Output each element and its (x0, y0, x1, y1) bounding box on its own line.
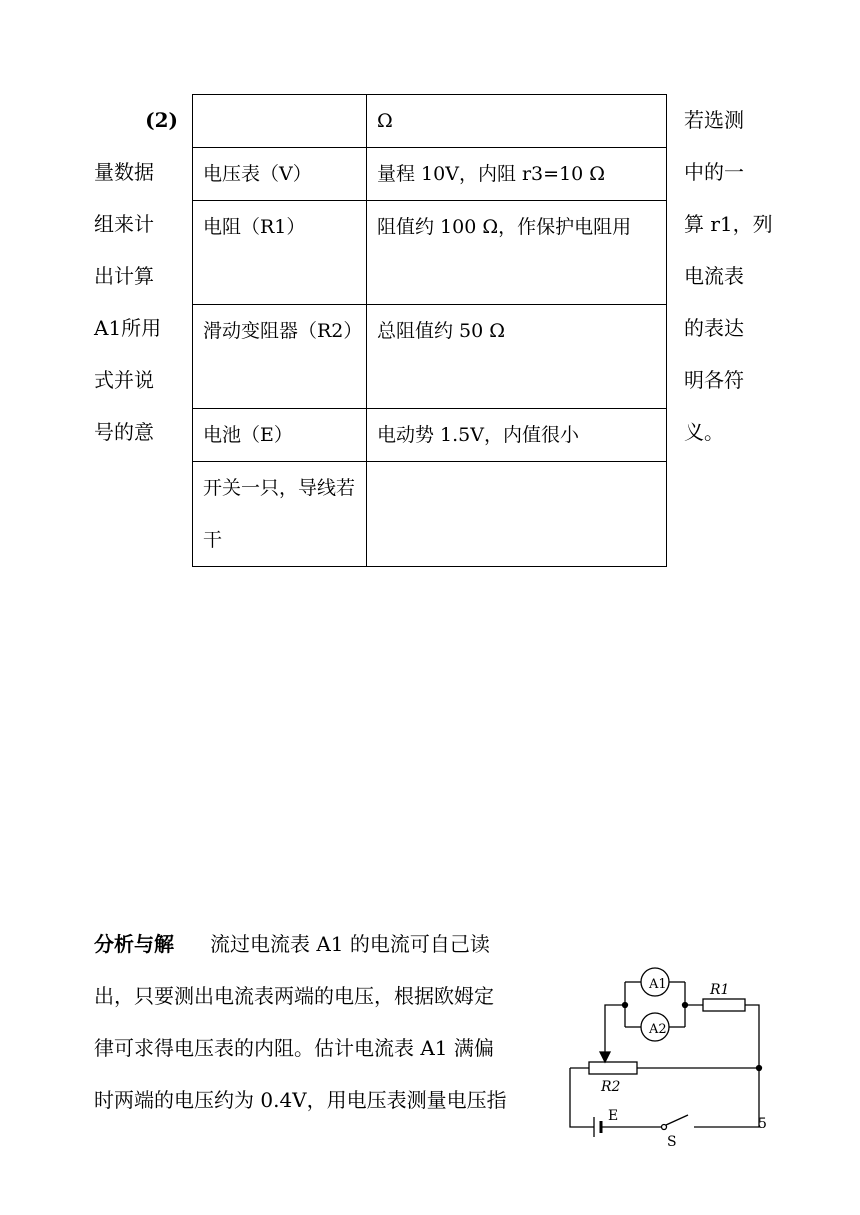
left-text-line: A1所用 (94, 316, 162, 340)
left-column-text (94, 94, 184, 458)
table-cell: 总阻值约 50 Ω (367, 305, 667, 409)
right-text-line: 若选测 (684, 108, 744, 132)
right-text-line: 义。 (684, 420, 724, 444)
r2-label: R2 (601, 1079, 621, 1095)
right-text-line: 明各符 (684, 368, 744, 392)
table-cell: 滑动变阻器（R2） (193, 305, 367, 409)
equipment-table (192, 94, 667, 567)
right-text-line: 的表达 (684, 316, 744, 340)
slider-arrow-icon (600, 1052, 610, 1062)
table-cell: 电压表（V） (193, 148, 367, 201)
table-row (193, 201, 667, 305)
right-text-line: 算 r1，列 (684, 212, 773, 236)
r1-label: R1 (710, 982, 730, 998)
switch-contact (662, 1125, 667, 1130)
analysis-line: 流过电流表 A1 的电流可自己读 (210, 932, 490, 956)
a2-label: A2 (649, 1022, 667, 1037)
table-cell (367, 462, 667, 567)
rheostat-r2-icon (589, 1062, 637, 1074)
switch-right-wire (694, 1068, 759, 1127)
switch-label: S (667, 1134, 677, 1150)
table-row (193, 148, 667, 201)
a1-label: A1 (649, 977, 667, 992)
analysis-heading: 分析与解 (94, 932, 174, 956)
table-row (193, 95, 667, 148)
table-cell: 阻值约 100 Ω，作保护电阻用 (367, 201, 667, 305)
right-text-line: 电流表 (684, 264, 744, 288)
r1-right-wire (745, 1005, 759, 1068)
table-cell: 量程 10V，内阻 r3=10 Ω (367, 148, 667, 201)
table-row (193, 305, 667, 409)
circuit-diagram (560, 955, 775, 1155)
table-cell: 开关一只，导线若干 (193, 462, 367, 567)
left-text-line: 号的意 (94, 420, 154, 444)
right-text-line: 中的一 (684, 160, 744, 184)
table-cell: Ω (367, 95, 667, 148)
switch-icon (666, 1115, 688, 1125)
table-cell: 电池（E） (193, 409, 367, 462)
bottom-left-wire (570, 1068, 594, 1127)
table-cell: 电阻（R1） (193, 201, 367, 305)
question-number: (2) (145, 108, 178, 132)
resistor-r1-icon (703, 999, 745, 1011)
left-text-line: 量数据 (94, 160, 154, 184)
analysis-paragraph (94, 918, 564, 1126)
left-text-line: 式并说 (94, 368, 154, 392)
table-cell: 电动势 1.5V，内值很小 (367, 409, 667, 462)
analysis-line: 出，只要测出电流表两端的电压，根据欧姆定 (94, 984, 494, 1008)
left-text-line: 组来计 (94, 212, 154, 236)
table-row (193, 462, 667, 567)
right-column-text (684, 94, 784, 458)
page-number: 5 (758, 1116, 767, 1132)
table-cell (193, 95, 367, 148)
left-text-line: 出计算 (94, 264, 154, 288)
analysis-line: 律可求得电压表的内阻。估计电流表 A1 满偏 (94, 1036, 494, 1060)
analysis-line: 时两端的电压约为 0.4V，用电压表测量电压指 (94, 1088, 507, 1112)
battery-label: E (608, 1108, 619, 1124)
table-row (193, 409, 667, 462)
